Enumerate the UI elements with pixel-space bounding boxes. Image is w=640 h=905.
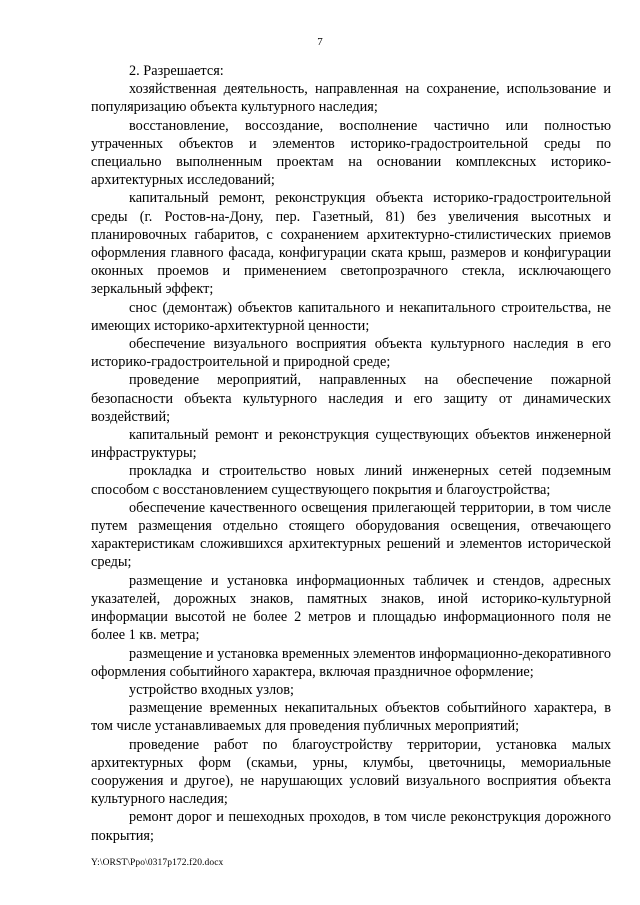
- page-number: 7: [317, 36, 323, 48]
- document-body: [91, 62, 611, 845]
- list-item: ремонт дорог и пешеходных проходов, в том числе реконструкция дорожного покрытия;: [91, 809, 611, 844]
- list-item: прокладка и строительство новых линий инженерных сетей подземным способом с восстановлением существующего покрытия и благоустройства;: [91, 463, 611, 498]
- list-item: хозяйственная деятельность, направленная на сохранение, использование и популяризацию объекта культурного наследия;: [91, 81, 611, 116]
- footer-file-path: Y:\ORST\Ppo\0317p172.f20.docx: [91, 858, 224, 868]
- list-item: проведение мероприятий, направленных на обеспечение пожарной безопасности объекта культурного наследия и его защиту от динамических воздействий;: [91, 372, 611, 425]
- list-item: размещение и установка временных элементов информационно-декоративного оформления событийного характера, включая праздничное оформление;: [91, 645, 611, 680]
- list-item: восстановление, воссоздание, восполнение частично или полностью утраченных объектов и элементов историко-градостроительной среды по специально выполненным проектам на основании комплексных историко-архитектурных исследований;: [91, 117, 611, 189]
- list-item: обеспечение визуального восприятия объекта культурного наследия в его историко-градостроительной и природной среде;: [91, 336, 611, 371]
- list-item: снос (демонтаж) объектов капитального и некапитального строительства, не имеющих историко-архитектурной ценности;: [91, 299, 611, 334]
- list-item: размещение и установка информационных табличек и стендов, адресных указателей, дорожных знаков, памятных знаков, иной историко-культурной информации высотой не более 2 метров и площадью информационного поля не более 1 кв. метра;: [91, 572, 611, 644]
- list-item: капитальный ремонт и реконструкция существующих объектов инженерной инфраструктуры;: [91, 427, 611, 462]
- list-item: размещение временных некапитальных объектов событийного характера, в том числе устанавливаемых для проведения публичных мероприятий;: [91, 700, 611, 735]
- list-item: обеспечение качественного освещения прилегающей территории, в том числе путем размещения отдельно стоящего оборудования освещения, отвечающего характеристикам сложившихся архитектурных решений и элементов исторической среды;: [91, 499, 611, 571]
- list-item: проведение работ по благоустройству территории, установка малых архитектурных форм (скамьи, урны, клумбы, цветочницы, мемориальные сооружения и другое), не нарушающих условий визуального восприятия объекта культурного наследия;: [91, 736, 611, 808]
- list-item: устройство входных узлов;: [129, 681, 294, 698]
- list-item: капитальный ремонт, реконструкция объекта историко-градостроительной среды (г. Ростов-на-Дону, пер. Газетный, 81) без увеличения высотных и планировочных габаритов, с сохранением архитектурно-стилистических приемов оформления главного фасада, конфигурации ската крыш, размеров и конфигурации оконных проемов и применением светопрозрачного стекла, исключающего зеркальный эффект;: [91, 190, 611, 298]
- section-heading: 2. Разрешается:: [129, 63, 224, 79]
